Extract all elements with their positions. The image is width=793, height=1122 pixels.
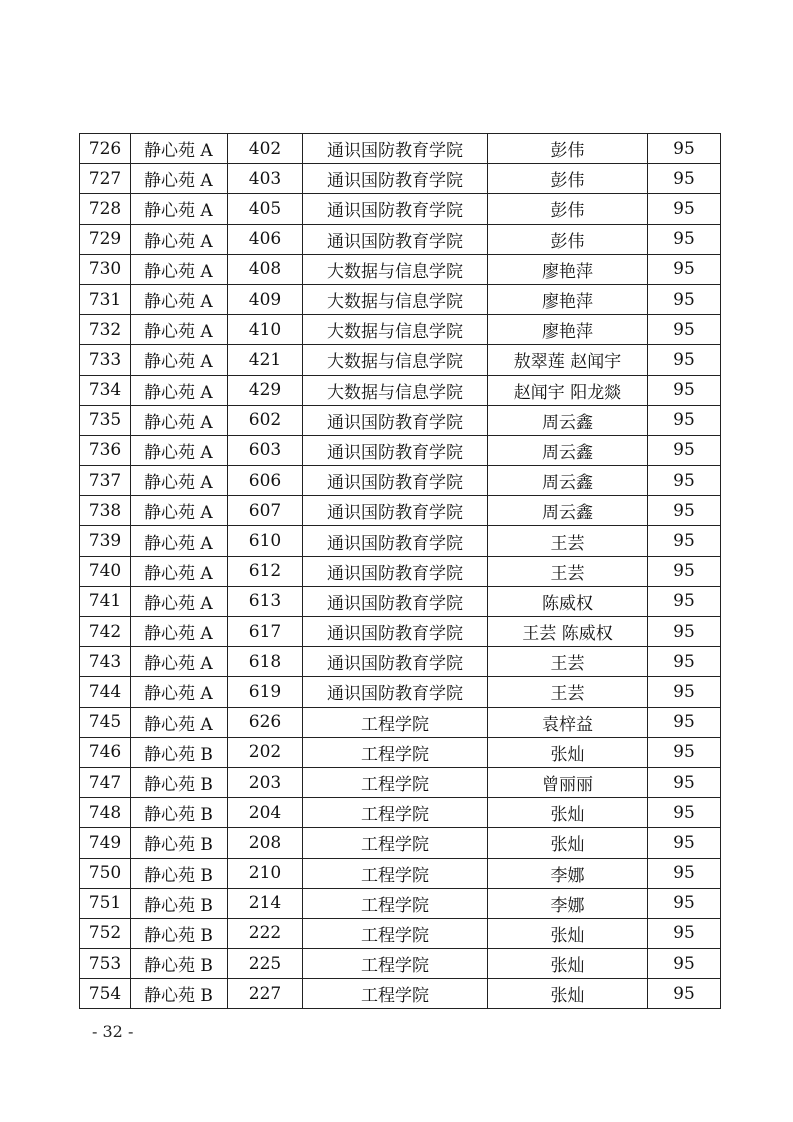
- table-row: [80, 284, 721, 314]
- score-cell: 95: [648, 918, 721, 948]
- table-row: [80, 315, 721, 345]
- room-cell: 421: [228, 345, 303, 375]
- score-cell: 95: [648, 405, 721, 435]
- room-cell: 214: [228, 888, 303, 918]
- score-cell: 95: [648, 224, 721, 254]
- building-cell: 静心苑 A: [131, 194, 228, 224]
- inspector-cell: 陈威权: [488, 586, 648, 616]
- table-row: [80, 466, 721, 496]
- inspector-cell: 王芸: [488, 526, 648, 556]
- score-cell: 95: [648, 586, 721, 616]
- college-cell: 大数据与信息学院: [303, 375, 488, 405]
- room-cell: 617: [228, 617, 303, 647]
- college-cell: 通识国防教育学院: [303, 647, 488, 677]
- table-row: [80, 767, 721, 797]
- college-cell: 通识国防教育学院: [303, 586, 488, 616]
- row-index-cell: 732: [80, 315, 131, 345]
- building-cell: 静心苑 A: [131, 315, 228, 345]
- inspector-cell: 张灿: [488, 979, 648, 1009]
- score-cell: 95: [648, 677, 721, 707]
- row-index-cell: 731: [80, 284, 131, 314]
- college-cell: 工程学院: [303, 918, 488, 948]
- room-cell: 618: [228, 647, 303, 677]
- row-index-cell: 737: [80, 466, 131, 496]
- building-cell: 静心苑 A: [131, 134, 228, 164]
- score-cell: 95: [648, 496, 721, 526]
- college-cell: 通识国防教育学院: [303, 194, 488, 224]
- row-index-cell: 728: [80, 194, 131, 224]
- building-cell: 静心苑 A: [131, 556, 228, 586]
- table-row: [80, 375, 721, 405]
- room-cell: 610: [228, 526, 303, 556]
- building-cell: 静心苑 A: [131, 284, 228, 314]
- room-cell: 202: [228, 737, 303, 767]
- inspector-cell: 彭伟: [488, 164, 648, 194]
- score-cell: 95: [648, 134, 721, 164]
- building-cell: 静心苑 A: [131, 466, 228, 496]
- row-index-cell: 740: [80, 556, 131, 586]
- table-row: [80, 224, 721, 254]
- row-index-cell: 736: [80, 435, 131, 465]
- row-index-cell: 727: [80, 164, 131, 194]
- row-index-cell: 735: [80, 405, 131, 435]
- page-number: - 32 -: [92, 1022, 134, 1041]
- room-cell: 612: [228, 556, 303, 586]
- table-row: [80, 194, 721, 224]
- row-index-cell: 747: [80, 767, 131, 797]
- table-row: [80, 134, 721, 164]
- row-index-cell: 733: [80, 345, 131, 375]
- building-cell: 静心苑 B: [131, 828, 228, 858]
- inspector-cell: 廖艳萍: [488, 315, 648, 345]
- table-row: [80, 617, 721, 647]
- table-row: [80, 979, 721, 1009]
- score-cell: 95: [648, 526, 721, 556]
- room-cell: 410: [228, 315, 303, 345]
- college-cell: 大数据与信息学院: [303, 284, 488, 314]
- table-row: [80, 556, 721, 586]
- inspector-cell: 彭伟: [488, 134, 648, 164]
- building-cell: 静心苑 A: [131, 164, 228, 194]
- table-row: [80, 707, 721, 737]
- college-cell: 工程学院: [303, 767, 488, 797]
- building-cell: 静心苑 B: [131, 737, 228, 767]
- row-index-cell: 741: [80, 586, 131, 616]
- building-cell: 静心苑 B: [131, 888, 228, 918]
- inspector-cell: 周云鑫: [488, 466, 648, 496]
- row-index-cell: 730: [80, 254, 131, 284]
- college-cell: 通识国防教育学院: [303, 435, 488, 465]
- building-cell: 静心苑 A: [131, 677, 228, 707]
- room-cell: 603: [228, 435, 303, 465]
- building-cell: 静心苑 A: [131, 435, 228, 465]
- room-cell: 606: [228, 466, 303, 496]
- college-cell: 通识国防教育学院: [303, 224, 488, 254]
- room-cell: 203: [228, 767, 303, 797]
- room-cell: 402: [228, 134, 303, 164]
- college-cell: 大数据与信息学院: [303, 315, 488, 345]
- score-cell: 95: [648, 194, 721, 224]
- college-cell: 工程学院: [303, 949, 488, 979]
- building-cell: 静心苑 A: [131, 375, 228, 405]
- room-cell: 626: [228, 707, 303, 737]
- row-index-cell: 748: [80, 798, 131, 828]
- building-cell: 静心苑 B: [131, 858, 228, 888]
- room-cell: 403: [228, 164, 303, 194]
- table-row: [80, 798, 721, 828]
- room-cell: 429: [228, 375, 303, 405]
- row-index-cell: 729: [80, 224, 131, 254]
- table-row: [80, 254, 721, 284]
- college-cell: 工程学院: [303, 888, 488, 918]
- row-index-cell: 750: [80, 858, 131, 888]
- inspector-cell: 王芸 陈威权: [488, 617, 648, 647]
- inspector-cell: 敖翠莲 赵闻宇: [488, 345, 648, 375]
- row-index-cell: 746: [80, 737, 131, 767]
- table-row: [80, 647, 721, 677]
- building-cell: 静心苑 B: [131, 949, 228, 979]
- table-row: [80, 828, 721, 858]
- table-row: [80, 405, 721, 435]
- room-cell: 613: [228, 586, 303, 616]
- score-cell: 95: [648, 798, 721, 828]
- building-cell: 静心苑 B: [131, 918, 228, 948]
- college-cell: 通识国防教育学院: [303, 617, 488, 647]
- score-cell: 95: [648, 949, 721, 979]
- college-cell: 工程学院: [303, 858, 488, 888]
- room-cell: 602: [228, 405, 303, 435]
- room-cell: 210: [228, 858, 303, 888]
- inspector-cell: 李娜: [488, 888, 648, 918]
- inspector-cell: 廖艳萍: [488, 254, 648, 284]
- score-cell: 95: [648, 647, 721, 677]
- inspector-cell: 周云鑫: [488, 435, 648, 465]
- inspector-cell: 袁梓益: [488, 707, 648, 737]
- college-cell: 大数据与信息学院: [303, 254, 488, 284]
- inspector-cell: 张灿: [488, 949, 648, 979]
- score-cell: 95: [648, 435, 721, 465]
- inspector-cell: 王芸: [488, 556, 648, 586]
- inspector-cell: 张灿: [488, 828, 648, 858]
- table-row: [80, 888, 721, 918]
- building-cell: 静心苑 A: [131, 617, 228, 647]
- row-index-cell: 726: [80, 134, 131, 164]
- table-row: [80, 496, 721, 526]
- row-index-cell: 751: [80, 888, 131, 918]
- table-row: [80, 918, 721, 948]
- college-cell: 通识国防教育学院: [303, 496, 488, 526]
- college-cell: 工程学院: [303, 828, 488, 858]
- inspector-cell: 王芸: [488, 677, 648, 707]
- inspector-cell: 彭伟: [488, 224, 648, 254]
- score-cell: 95: [648, 466, 721, 496]
- room-cell: 406: [228, 224, 303, 254]
- row-index-cell: 734: [80, 375, 131, 405]
- row-index-cell: 753: [80, 949, 131, 979]
- building-cell: 静心苑 B: [131, 798, 228, 828]
- table-row: [80, 858, 721, 888]
- room-cell: 619: [228, 677, 303, 707]
- building-cell: 静心苑 B: [131, 979, 228, 1009]
- score-cell: 95: [648, 737, 721, 767]
- score-cell: 95: [648, 345, 721, 375]
- inspector-cell: 张灿: [488, 798, 648, 828]
- dormitory-score-table: [79, 133, 721, 1009]
- building-cell: 静心苑 A: [131, 707, 228, 737]
- row-index-cell: 739: [80, 526, 131, 556]
- score-cell: 95: [648, 707, 721, 737]
- row-index-cell: 749: [80, 828, 131, 858]
- inspector-cell: 彭伟: [488, 194, 648, 224]
- building-cell: 静心苑 B: [131, 767, 228, 797]
- dormitory-score-table-container: [79, 133, 715, 1009]
- score-cell: 95: [648, 858, 721, 888]
- table-row: [80, 586, 721, 616]
- table-row: [80, 164, 721, 194]
- room-cell: 607: [228, 496, 303, 526]
- college-cell: 工程学院: [303, 707, 488, 737]
- score-cell: 95: [648, 315, 721, 345]
- inspector-cell: 周云鑫: [488, 496, 648, 526]
- room-cell: 208: [228, 828, 303, 858]
- room-cell: 225: [228, 949, 303, 979]
- college-cell: 通识国防教育学院: [303, 466, 488, 496]
- inspector-cell: 廖艳萍: [488, 284, 648, 314]
- room-cell: 222: [228, 918, 303, 948]
- college-cell: 工程学院: [303, 798, 488, 828]
- room-cell: 227: [228, 979, 303, 1009]
- building-cell: 静心苑 A: [131, 345, 228, 375]
- building-cell: 静心苑 A: [131, 586, 228, 616]
- table-row: [80, 345, 721, 375]
- building-cell: 静心苑 A: [131, 526, 228, 556]
- row-index-cell: 745: [80, 707, 131, 737]
- table-row: [80, 435, 721, 465]
- table-body: [80, 134, 721, 1009]
- score-cell: 95: [648, 828, 721, 858]
- table-row: [80, 737, 721, 767]
- row-index-cell: 743: [80, 647, 131, 677]
- building-cell: 静心苑 A: [131, 224, 228, 254]
- building-cell: 静心苑 A: [131, 496, 228, 526]
- inspector-cell: 张灿: [488, 737, 648, 767]
- score-cell: 95: [648, 254, 721, 284]
- score-cell: 95: [648, 617, 721, 647]
- college-cell: 工程学院: [303, 737, 488, 767]
- college-cell: 通识国防教育学院: [303, 405, 488, 435]
- inspector-cell: 李娜: [488, 858, 648, 888]
- building-cell: 静心苑 A: [131, 405, 228, 435]
- table-row: [80, 677, 721, 707]
- score-cell: 95: [648, 979, 721, 1009]
- inspector-cell: 赵闻宇 阳龙燚: [488, 375, 648, 405]
- score-cell: 95: [648, 556, 721, 586]
- table-row: [80, 526, 721, 556]
- room-cell: 405: [228, 194, 303, 224]
- college-cell: 通识国防教育学院: [303, 556, 488, 586]
- inspector-cell: 周云鑫: [488, 405, 648, 435]
- inspector-cell: 王芸: [488, 647, 648, 677]
- row-index-cell: 744: [80, 677, 131, 707]
- college-cell: 工程学院: [303, 979, 488, 1009]
- row-index-cell: 754: [80, 979, 131, 1009]
- score-cell: 95: [648, 767, 721, 797]
- room-cell: 408: [228, 254, 303, 284]
- inspector-cell: 曾丽丽: [488, 767, 648, 797]
- college-cell: 通识国防教育学院: [303, 134, 488, 164]
- college-cell: 通识国防教育学院: [303, 526, 488, 556]
- row-index-cell: 752: [80, 918, 131, 948]
- building-cell: 静心苑 A: [131, 647, 228, 677]
- college-cell: 大数据与信息学院: [303, 345, 488, 375]
- score-cell: 95: [648, 284, 721, 314]
- table-row: [80, 949, 721, 979]
- building-cell: 静心苑 A: [131, 254, 228, 284]
- row-index-cell: 738: [80, 496, 131, 526]
- room-cell: 204: [228, 798, 303, 828]
- row-index-cell: 742: [80, 617, 131, 647]
- college-cell: 通识国防教育学院: [303, 164, 488, 194]
- score-cell: 95: [648, 375, 721, 405]
- room-cell: 409: [228, 284, 303, 314]
- score-cell: 95: [648, 164, 721, 194]
- college-cell: 通识国防教育学院: [303, 677, 488, 707]
- score-cell: 95: [648, 888, 721, 918]
- inspector-cell: 张灿: [488, 918, 648, 948]
